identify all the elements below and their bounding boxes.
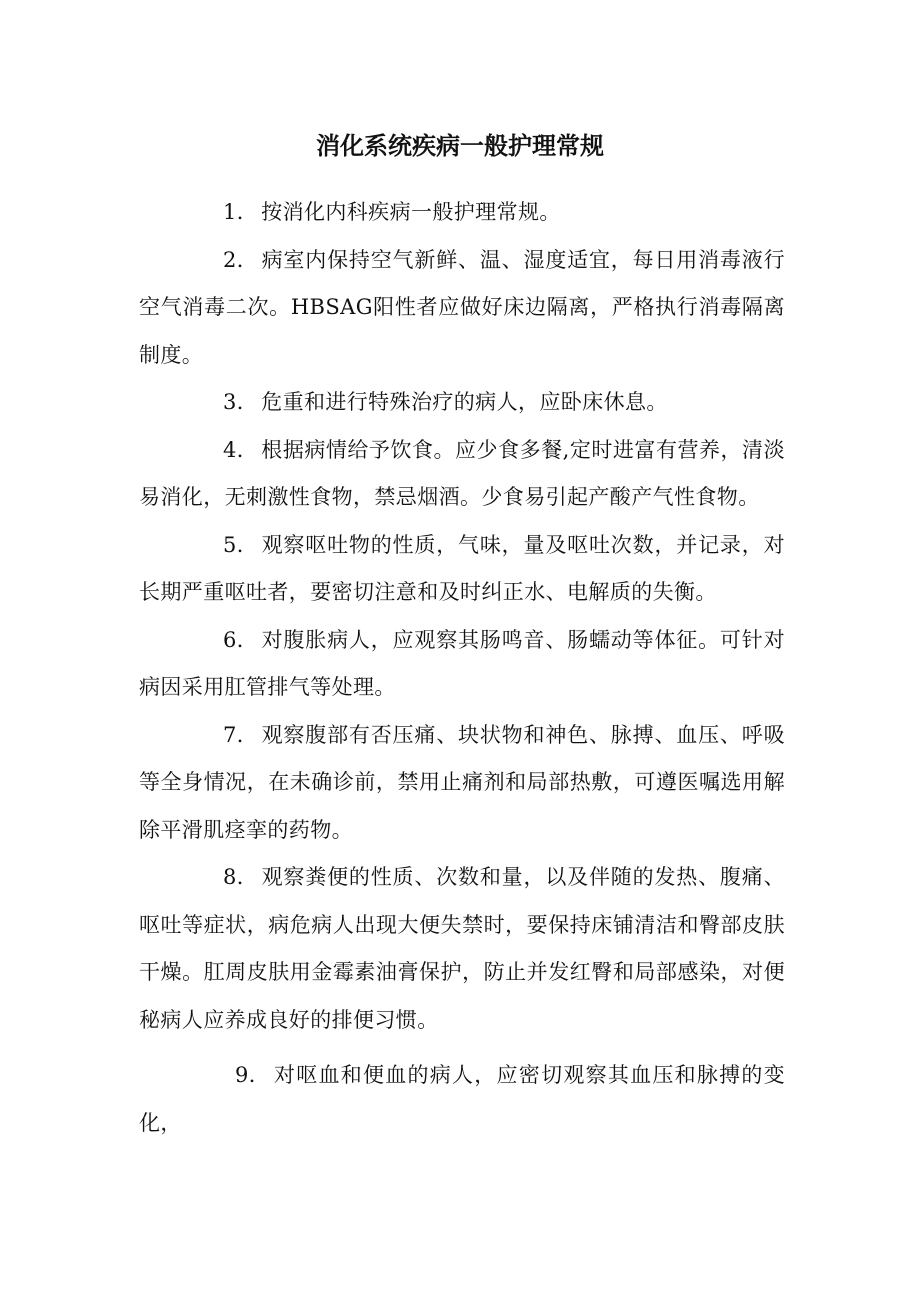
item-number: 9． [235,1063,271,1087]
item-text: 观察粪便的性质、次数和量，以及伴随的发热、腹痛、呕吐等症状，病危病人出现大便失禁时，要保持床铺清洁和臀部皮肤干燥。肛周皮肤用金霉素油膏保护，防止并发红臀和局部感染，对便秘病人应养成良好的排便习惯。 [139,865,785,1032]
list-item [139,617,785,712]
item-text: 根据病情给予饮食。应少食多餐,定时进富有营养，清淡易消化，无刺激性食物，禁忌烟酒。少食易引起产酸产气性食物。 [139,437,785,509]
list-item [139,522,785,617]
item-number: 1． [223,200,259,224]
item-number: 3． [223,390,259,414]
document-body [139,189,785,1147]
item-text: 按消化内科疾病一般护理常规。 [261,200,561,224]
item-text: 病室内保持空气新鲜、温、湿度适宜，每日用消毒液行空气消毒二次。HBSAG阳性者应做好床边隔离，严格执行消毒隔离制度。 [139,247,785,367]
item-text: 观察腹部有否压痛、块状物和神色、脉搏、血压、呼吸等全身情况，在未确诊前，禁用止痛剂和局部热敷，可遵医嘱选用解除平滑肌痉挛的药物。 [139,722,785,842]
document-title: 消化系统疾病一般护理常规 [316,132,604,160]
item-number: 6． [223,627,259,652]
item-text: 对腹胀病人，应观察其肠鸣音、肠蠕动等体征。可针对病因采用肛管排气等处理。 [139,627,785,699]
list-item [139,712,785,855]
list-item [139,379,785,427]
item-number: 4． [223,437,259,462]
item-text: 危重和进行特殊治疗的病人，应卧床休息。 [261,390,668,414]
item-number: 8． [223,865,259,889]
list-item [139,854,785,1044]
item-text: 观察呕吐物的性质，气味，量及呕吐次数，并记录，对长期严重呕吐者，要密切注意和及时纠正水、电解质的失衡。 [139,532,785,604]
list-item [139,1052,785,1147]
item-text: 对呕血和便血的病人，应密切观察其血压和脉搏的变化， [139,1063,785,1135]
list-item [139,237,785,380]
item-number: 7． [223,722,259,747]
list-item [139,189,785,237]
item-number: 5． [223,532,259,557]
list-item [139,427,785,522]
item-number: 2． [223,247,259,272]
